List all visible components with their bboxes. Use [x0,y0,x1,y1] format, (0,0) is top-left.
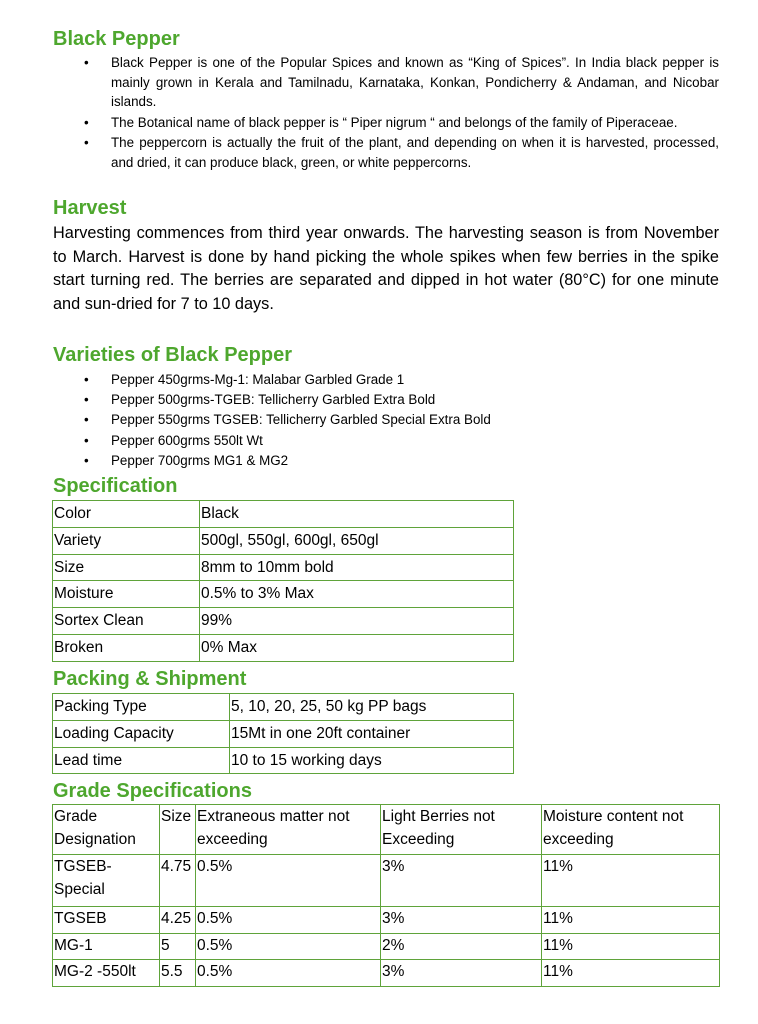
table-row [53,634,514,661]
table-row [53,608,514,635]
black-pepper-heading: Black Pepper [53,28,180,50]
table-cell: 2% [381,933,542,960]
table-cell: Loading Capacity [53,720,230,747]
table-cell: 15Mt in one 20ft container [230,720,514,747]
grade-specifications-heading: Grade Specifications [53,780,252,802]
list-item: • Pepper 500grms-TGEB: Tellicherry Garbled Extra Bold [53,390,719,410]
table-cell: MG-1 [53,933,160,960]
table-cell: Lead time [53,747,230,774]
table-cell: 5.5 [160,960,196,987]
table-row [53,527,514,554]
list-item: • Pepper 450grms-Mg-1: Malabar Garbled Grade 1 [53,370,719,390]
table-cell: TGSEB-Special [53,855,160,907]
table-cell: 11% [542,907,720,934]
table-cell: Variety [53,527,200,554]
table-cell: 3% [381,855,542,907]
list-item: • The peppercorn is actually the fruit of the plant, and depending on when it is harvested, processed, and dried, it can produce black, green, or white peppercorns. [84,135,719,170]
table-header-cell: Grade Designation [53,805,160,855]
bullet-icon: • [84,114,89,130]
table-header-row [53,805,720,855]
black-pepper-bullets [53,53,719,173]
harvest-heading: Harvest [53,197,127,219]
table-cell: 500gl, 550gl, 600gl, 650gl [200,527,514,554]
bullet-icon: • [84,452,89,468]
varieties-heading: Varieties of Black Pepper [53,344,293,366]
table-cell: 3% [381,960,542,987]
table-row [53,747,514,774]
table-header-cell: Extraneous matter not exceeding [196,805,381,855]
table-cell: 0.5% [196,855,381,907]
table-cell: 3% [381,907,542,934]
table-cell: Packing Type [53,694,230,721]
table-cell: Size [53,554,200,581]
table-cell: 0.5% [196,907,381,934]
table-cell: 99% [200,608,514,635]
specification-heading: Specification [53,475,178,497]
table-row [53,907,720,934]
specification-table [52,500,514,662]
harvest-paragraph: Harvesting commences from third year onwards. The harvesting season is from November to March. Harvest is done by hand picking the whole spikes when few berries in the spike start turning red. The berries are separated and dipped in hot water (80°C) for one minute and sun-dried for 7 to 10 days. [53,224,719,313]
table-row [53,855,720,907]
table-row [53,720,514,747]
packing-table [52,693,514,774]
list-item: • Black Pepper is one of the Popular Spices and known as “King of Spices”. In India black pepper is mainly grown in Kerala and Tamilnadu, Karnataka, Konkan, Pondicherry & Andaman, and Nicobar islands. [84,55,719,109]
table-cell: 5 [160,933,196,960]
list-item: • The Botanical name of black pepper is “ Piper nigrum “ and belongs of the family of Piperaceae. [53,113,719,133]
table-header-cell: Light Berries not Exceeding [381,805,542,855]
table-cell: Moisture [53,581,200,608]
table-cell: 0.5% [196,960,381,987]
table-row [53,554,514,581]
bullet-icon: • [84,432,89,448]
table-cell: 0.5% [196,933,381,960]
table-cell: 0% Max [200,634,514,661]
table-cell: 11% [542,933,720,960]
list-item: • Pepper 700grms MG1 & MG2 [53,451,719,471]
bullet-icon: • [84,135,89,150]
table-header-cell: Moisture content not exceeding [542,805,720,855]
table-cell: Black [200,501,514,528]
table-cell: 4.25 [160,907,196,934]
table-cell: 4.75 [160,855,196,907]
table-row [53,694,514,721]
table-cell: 8mm to 10mm bold [200,554,514,581]
list-item: • Pepper 600grms 550lt Wt [53,431,719,451]
table-row [53,933,720,960]
varieties-bullets [53,370,719,471]
table-cell: MG-2 -550lt [53,960,160,987]
bullet-icon: • [84,372,89,387]
table-row [53,581,514,608]
bullet-icon: • [84,55,89,70]
table-cell: TGSEB [53,907,160,934]
table-cell: Sortex Clean [53,608,200,635]
table-row [53,501,514,528]
table-cell: 5, 10, 20, 25, 50 kg PP bags [230,694,514,721]
table-cell: 10 to 15 working days [230,747,514,774]
table-cell: Color [53,501,200,528]
grade-table [52,804,720,987]
table-cell: 0.5% to 3% Max [200,581,514,608]
table-cell: 11% [542,960,720,987]
list-item: • Pepper 550grms TGSEB: Tellicherry Garbled Special Extra Bold [53,410,719,430]
table-cell: Broken [53,634,200,661]
bullet-icon: • [84,392,89,408]
table-cell: 11% [542,855,720,907]
packing-heading: Packing & Shipment [53,668,247,690]
table-row [53,960,720,987]
bullet-icon: • [84,412,89,428]
table-header-cell: Size [160,805,196,855]
